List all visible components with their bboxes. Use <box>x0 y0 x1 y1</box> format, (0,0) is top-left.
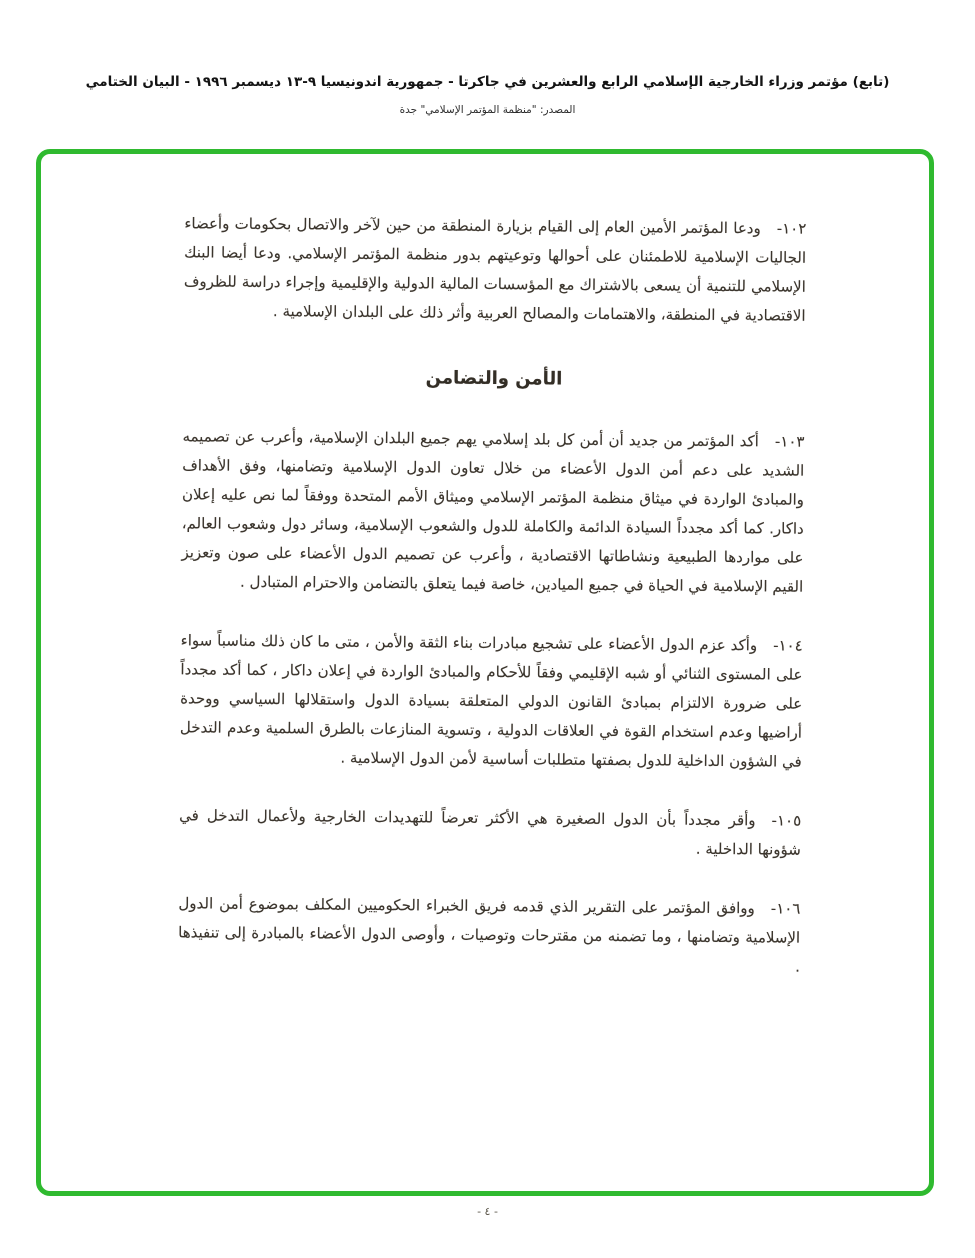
paragraph-102 <box>183 209 806 330</box>
paragraph-103 <box>181 422 804 601</box>
document-source-line: المصدر: "منظمة المؤتمر الإسلامي" جدة <box>399 104 576 116</box>
paragraph-105-text: وأقر مجدداً بأن الدول الصغيرة هي الأكثر تعرضاً للتهديدات الخارجية ولأعمال التدخل في شؤونها الداخلية . <box>179 806 802 859</box>
paragraph-104 <box>180 626 803 776</box>
paragraph-106-number: ١٠٦- <box>770 899 801 918</box>
paragraph-106-text: ووافق المؤتمر على التقرير الذي قدمه فريق الخبراء الحكوميين المكلف بموضوع أمن الدول الإسلامية وتضامنها ، وما تضمنه من مقترحات وتوصيات ، وأوصى الدول الأعضاء بالمبادرة إلى تنفيذها . <box>178 894 801 976</box>
paragraph-103-number: ١٠٣- <box>774 432 805 451</box>
paragraph-106 <box>178 889 801 981</box>
page-number: - ٤ - <box>477 1205 498 1218</box>
paragraph-104-text: وأكد عزم الدول الأعضاء على تشجيع مبادرات بناء الثقة والأمن ، متى ما كان ذلك مناسباً سواء على المستوى الثنائي أو شبه الإقليمي وفقاً للأحكام والمبادئ الواردة في إعلان داكار ، كما أكد مجدداً على ضرورة الالتزام بمبادئ القانون الدولي المتعلقة بسيادة الدول واستقلالها السياسي ووحدة أراضيها وعدم استخدام القوة في العلاقات الدولية ، وتسوية المنازعات بالطرق السلمية وعدم التدخل في الشؤون الداخلية للدول بصفتها متطلبات أساسية لأمن الدول الإسلامية . <box>179 631 803 771</box>
paragraph-105 <box>179 801 801 864</box>
paragraph-103-text: أكد المؤتمر من جديد أن أمن كل بلد إسلامي يهم جميع البلدان الإسلامية، وأعرب عن تصميمه الشديد على دعم أمن الدول الأعضاء من خلال تعاون الدول الإسلامية وتضامنها، وفق الأهداف والمبادئ الواردة في ميثاق منظمة المؤتمر الإسلامي وميثاق الأمم المتحدة ووفقاً لما نص عليه إعلان داكار. كما أكد مجدداً السيادة الدائمة والكاملة للدول والشعوب الإسلامية، وسائر دول وشعوب العالم، على مواردها الطبيعية ونشاطاتها الاقتصادية ، وأعرب عن تصميم الدول الأعضاء على صون وتعزيز القيم الإسلامية في الحياة في جميع الميادين، خاصة فيما يتعلق بالتضامن والاحترام المتبادل . <box>181 427 805 596</box>
section-heading: الأمن والتضامن <box>425 367 563 390</box>
document-body <box>178 209 807 1011</box>
document-header-title: (تابع) مؤتمر وزراء الخارجية الإسلامي الرابع والعشرين في جاكرتا - جمهورية اندونيسيا ٩-١٣ ديسمبر ١٩٩٦ - البيان الختامي <box>85 74 890 90</box>
paragraph-102-text: ودعا المؤتمر الأمين العام إلى القيام بزيارة المنطقة من حين لآخر والاتصال بحكومات وأعضاء الجاليات الإسلامية للاطمئنان على أحوالها وتوعيتهم بدور منظمة المؤتمر الإسلامي. ودعا أيضا البنك الإسلامي للتنمية أن يسعى بالاشتراك مع المؤسسات المالية الدولية والإقليمية وإجراء دراسة للظروف الاقتصادية في المنطقة، والاهتمامات والمصالح العربية وأثر ذلك على البلدان الإسلامية . <box>183 214 807 325</box>
paragraph-104-number: ١٠٤- <box>773 636 803 655</box>
paragraph-102-number: ١٠٢- <box>776 219 807 238</box>
paragraph-105-number: ١٠٥- <box>771 811 802 830</box>
